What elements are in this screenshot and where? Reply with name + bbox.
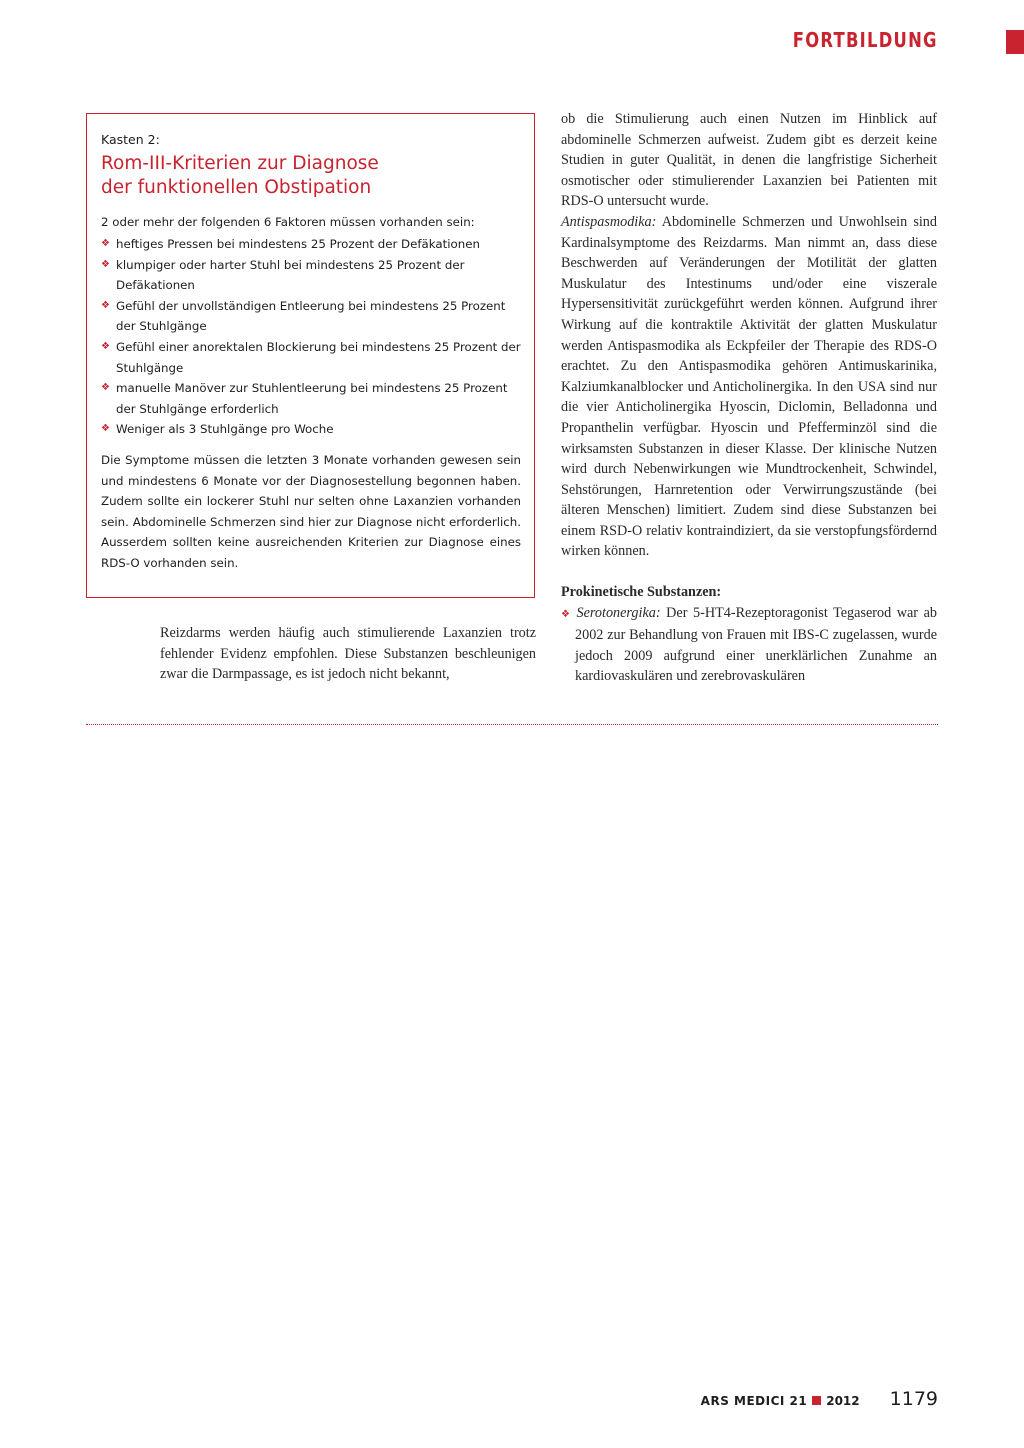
diamond-bullet-icon: ❖ xyxy=(101,258,110,270)
list-item-text: Gefühl der unvollständigen Entleerung bei mindestens 25 Prozent der Stuhlgänge xyxy=(116,298,506,334)
serotonergika-paragraph xyxy=(561,603,937,687)
dotted-divider xyxy=(86,724,938,725)
left-column-text xyxy=(160,623,536,685)
section-marker xyxy=(1006,30,1024,54)
list-item xyxy=(101,337,526,378)
square-separator-icon xyxy=(812,1396,821,1405)
body-paragraph: Reizdarms werden häufig auch stimulierende Laxanzien trotz fehlender Evidenz empfohlen. Diese Substanzen beschleunigen zwar die Darmpassage, es ist jedoch nicht bekannt, xyxy=(160,625,536,683)
journal-year: 2012 xyxy=(826,1394,860,1408)
box-intro: 2 oder mehr der folgenden 6 Faktoren müssen vorhanden sein: xyxy=(101,215,475,229)
paragraph-text: Abdominelle Schmerzen und Unwohlsein sind Kardinalsymptome des Reizdarms. Man nimmt an, dass diese Beschwerden auf Veränderungen der Motilität der glatten Muskulatur des Intestinums und/oder eine viszerale Hypersensitivität zurückgeführt werden können. Aufgrund ihrer Wirkung auf die kontraktile Aktivität der glatten Muskulatur werden Antispasmodika als Eckpfeiler der Therapie des RDS-O erachtet. Zu den Antispasmodika gehören Antimuskarinika, Kalziumkanalblocker und Anticholinergika. In den USA sind nur die vier Anticholinergika Hyoscin, Diclomin, Belladonna und Propanthelin verfügbar. Hyoscin und Pfefferminzöl sind die wirksamsten Substanzen in dieser Klasse. Der klinische Nutzen wird durch Nebenwirkungen wie Mundtrockenheit, Schwindel, Sehstörungen, Harnretention oder Verwirrungszustände (bei älteren Menschen) limitiert. Zudem sind diese Substanzen bei einem RSD-O relativ kontraindiziert, da sie verstopfungsfördernd wirken können. xyxy=(561,213,937,560)
list-item xyxy=(101,296,526,337)
list-item-text: manuelle Manöver zur Stuhlentleerung bei mindestens 25 Prozent der Stuhlgänge erforderlich xyxy=(116,381,508,416)
diamond-bullet-icon: ❖ xyxy=(101,299,110,311)
right-column-text xyxy=(561,109,937,687)
criteria-list xyxy=(101,234,526,440)
diamond-bullet-icon: ❖ xyxy=(101,238,110,249)
term-antispasmodika: Antispasmodika: xyxy=(561,213,657,230)
list-item-text: Gefühl einer anorektalen Blockierung bei mindestens 25 Prozent der Stuhlgänge xyxy=(116,339,521,375)
diamond-bullet-icon: ❖ xyxy=(101,423,110,435)
journal-name: ARS MEDICI 21 xyxy=(700,1394,808,1408)
info-box xyxy=(86,113,535,598)
body-paragraph: ob die Stimulierung auch einen Nutzen im Hinblick auf abdominelle Schmerzen aufweist. Zudem gibt es derzeit keine Studien in guter Qualität, in denen die langfristige Sicherheit osmotischer oder stimulierender Laxanzien bei Patienten mit RDS-O untersucht wurde. xyxy=(561,111,937,210)
list-item-text: Weniger als 3 Stuhlgänge pro Woche xyxy=(116,422,334,437)
section-label: FORTBILDUNG xyxy=(793,28,938,52)
page-number: 1179 xyxy=(889,1388,938,1410)
diamond-bullet-icon: ❖ xyxy=(101,382,110,394)
box-title-line-1: Rom-III-Kriterien zur Diagnose xyxy=(101,153,379,174)
list-item xyxy=(101,255,526,296)
list-item xyxy=(101,378,526,419)
subheading: Prokinetische Substanzen: xyxy=(561,584,722,601)
list-item xyxy=(101,419,526,440)
diamond-bullet-icon: ❖ xyxy=(561,608,577,620)
list-item-text: klumpiger oder harter Stuhl bei mindestens 25 Prozent der Defäkationen xyxy=(116,257,465,293)
box-note: Die Symptome müssen die letzten 3 Monate vorhanden gewesen sein und mindestens 6 Monate vor der Diagnosestellung begonnen haben. Zudem sollte ein lockerer Stuhl nur selten ohne Laxanzien vorhanden sein. Abdominelle Schmerzen sind hier zur Diagnose nicht erforderlich. Ausserdem sollten keine ausreichenden Kriterien zur Diagnose eines RDS-O vorhanden sein. xyxy=(101,453,521,570)
page-footer xyxy=(701,1388,938,1410)
paragraph-text: Der 5-HT4-Rezeptoragonist Tegaserod war ab 2002 zur Behandlung von Frauen mit IBS-C zugelassen, wurde jedoch 2009 aufgrund einer unerklärlichen Zunahme an kardiovaskulären und zerebrovaskulären xyxy=(575,604,937,685)
list-item-text: heftiges Pressen bei mindestens 25 Prozent der Defäkationen xyxy=(116,237,480,251)
antispasmodika-paragraph xyxy=(561,212,937,562)
list-item xyxy=(101,234,526,255)
box-title xyxy=(101,152,521,200)
box-label: Kasten 2: xyxy=(101,132,160,147)
diamond-bullet-icon: ❖ xyxy=(101,340,110,352)
term-serotonergika: Serotonergika: xyxy=(576,604,661,621)
box-title-line-2: der funktionellen Obstipation xyxy=(101,177,372,198)
